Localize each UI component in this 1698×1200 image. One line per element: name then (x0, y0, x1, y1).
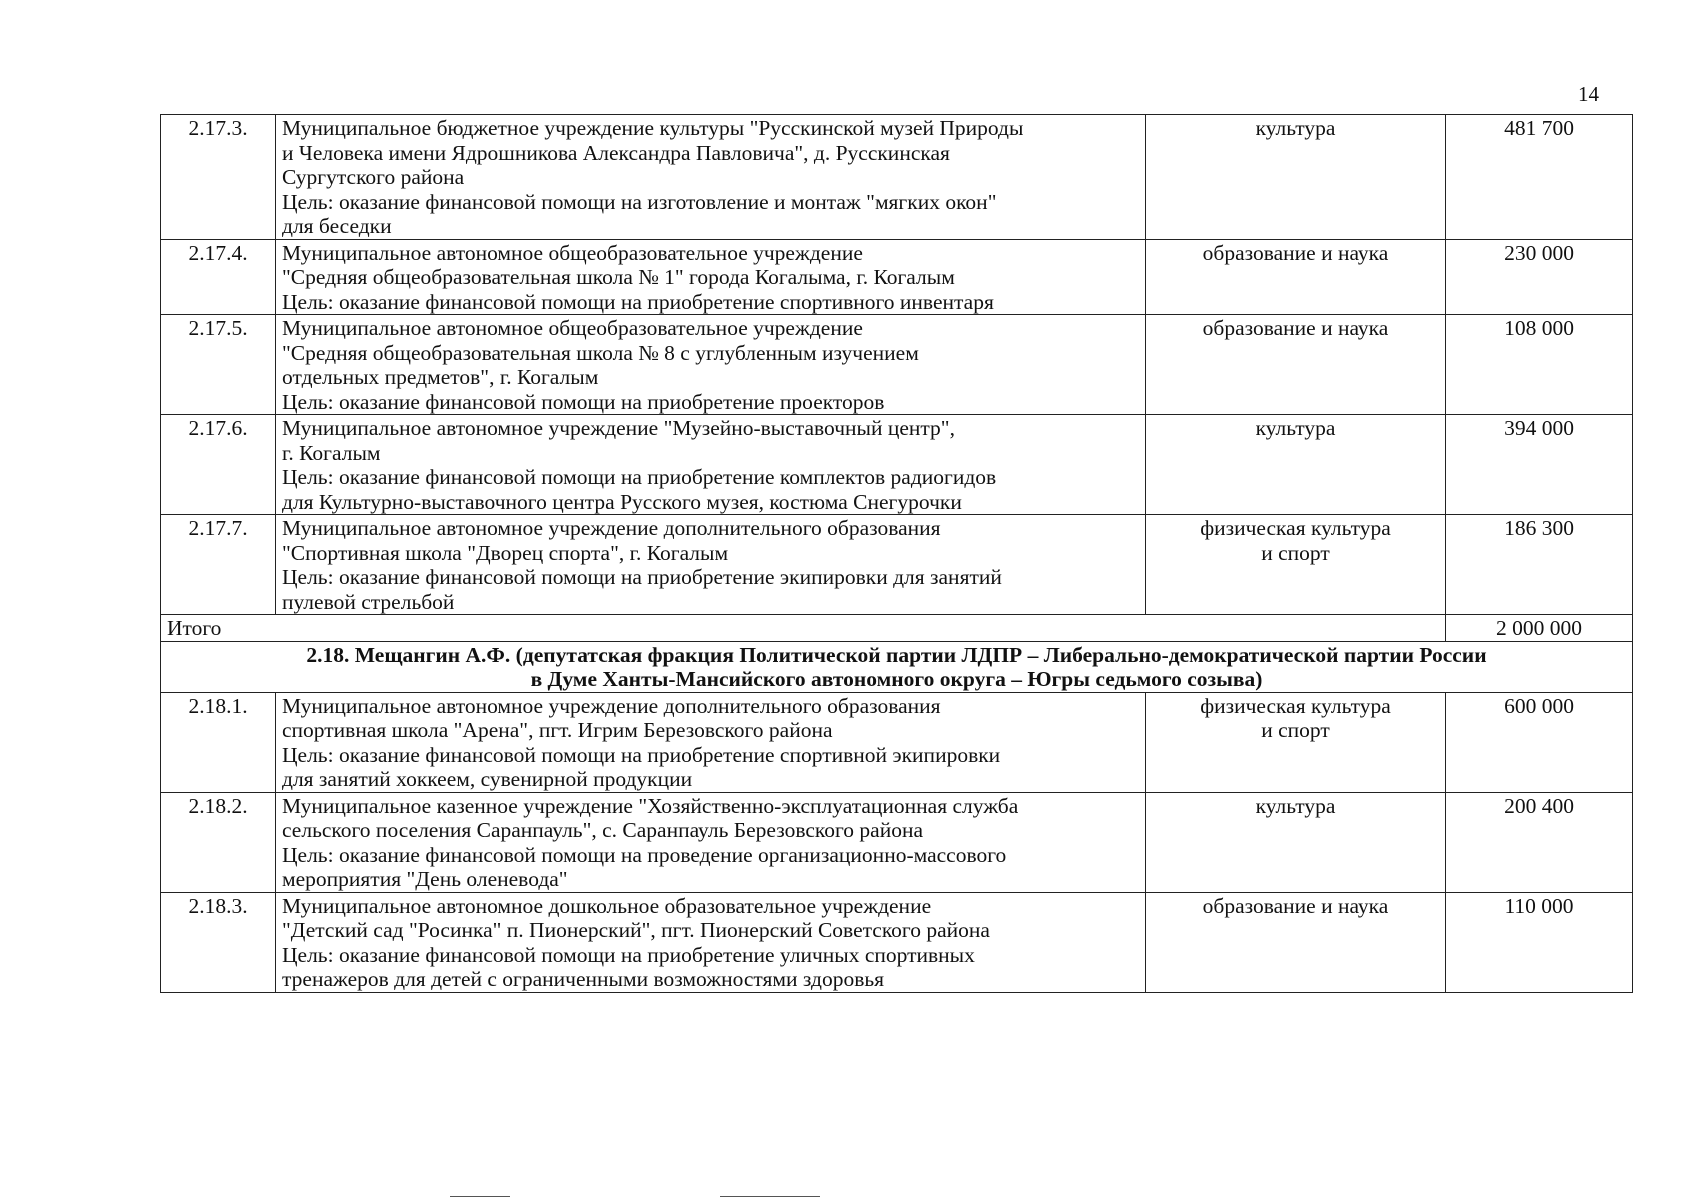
row-description (276, 315, 1146, 415)
table-row (161, 792, 1633, 892)
scan-artifact-line (720, 1196, 820, 1197)
description-line: Цель: оказание финансовой помощи на приобретение проекторов (282, 389, 885, 414)
row-description (276, 239, 1146, 315)
table-total-block (161, 615, 1633, 693)
description-line: Сургутского района (282, 165, 465, 189)
table-row (161, 692, 1633, 792)
row-amount: 481 700 (1446, 115, 1633, 240)
total-label: Итого (161, 615, 1446, 642)
description-line: для Культурно-выставочного центра Русского музея, костюма Снегурочки (282, 489, 962, 514)
table-row (161, 315, 1633, 415)
sphere-line: культура (1255, 793, 1336, 818)
total-row (161, 615, 1633, 642)
row-sphere (1146, 115, 1446, 240)
description-line: Муниципальное автономное учреждение дополнительного образования (282, 516, 941, 540)
row-description (276, 115, 1146, 240)
row-sphere (1146, 515, 1446, 615)
description-line: Цель: оказание финансовой помощи на приобретение комплектов радиогидов (282, 465, 997, 489)
row-description (276, 515, 1146, 615)
page-number: 14 (1578, 82, 1599, 106)
row-amount: 200 400 (1446, 792, 1633, 892)
sphere-line: культура (1255, 416, 1336, 440)
row-sphere (1146, 892, 1446, 992)
description-line: Муниципальное казенное учреждение "Хозяйственно-эксплуатационная служба (282, 793, 1019, 818)
row-sphere (1146, 239, 1446, 315)
sphere-line: физическая культура (1200, 516, 1391, 540)
row-number: 2.17.6. (161, 415, 276, 515)
description-line: "Средняя общеобразовательная школа № 1" города Когалыма, г. Когалым (282, 265, 955, 289)
description-line: спортивная школа "Арена", пгт. Игрим Березовского района (282, 718, 833, 742)
table-row (161, 115, 1633, 240)
row-description (276, 415, 1146, 515)
row-amount: 110 000 (1446, 892, 1633, 992)
table-row (161, 415, 1633, 515)
description-line: Цель: оказание финансовой помощи на приобретение экипировки для занятий (282, 565, 1002, 589)
description-line: для занятий хоккеем, сувенирной продукции (282, 767, 693, 791)
table-row (161, 515, 1633, 615)
description-line: Муниципальное автономное учреждение "Музейно-выставочный центр", (282, 416, 955, 440)
description-line: Муниципальное автономное дошкольное образовательное учреждение (282, 893, 932, 918)
row-amount: 394 000 (1446, 415, 1633, 515)
description-line: сельского поселения Саранпауль", с. Саранпауль Березовского района (282, 818, 924, 842)
row-description (276, 692, 1146, 792)
row-sphere (1146, 692, 1446, 792)
description-line: тренажеров для детей с ограниченными возможностями здоровья (282, 967, 885, 991)
row-sphere (1146, 792, 1446, 892)
section-header-line-1: 2.18. Мещангин А.Ф. (депутатская фракция Политической партии ЛДПР – Либерально-демократической партии России (306, 642, 1487, 667)
sphere-line: и спорт (1261, 540, 1330, 565)
row-description (276, 892, 1146, 992)
row-amount: 600 000 (1446, 692, 1633, 792)
description-line: "Средняя общеобразовательная школа № 8 с углубленным изучением (282, 340, 919, 365)
table-row (161, 892, 1633, 992)
sphere-line: и спорт (1261, 718, 1330, 742)
row-number: 2.18.1. (161, 692, 276, 792)
row-number: 2.17.3. (161, 115, 276, 240)
row-number: 2.17.7. (161, 515, 276, 615)
row-number: 2.17.5. (161, 315, 276, 415)
description-line: для беседки (282, 214, 392, 238)
row-description (276, 792, 1146, 892)
section-header (161, 641, 1633, 692)
section-header-line-2: в Думе Ханты-Мансийского автономного округа – Югры седьмого созыва) (530, 667, 1263, 691)
row-number: 2.17.4. (161, 239, 276, 315)
description-line: Цель: оказание финансовой помощи на изготовление и монтаж "мягких окон" (282, 189, 997, 214)
funding-table (160, 114, 1633, 993)
description-line: отдельных предметов", г. Когалым (282, 365, 599, 389)
description-line: Цель: оказание финансовой помощи на проведение организационно-массового (282, 842, 1007, 867)
row-sphere (1146, 315, 1446, 415)
row-amount: 108 000 (1446, 315, 1633, 415)
row-sphere (1146, 415, 1446, 515)
sphere-line: образование и наука (1202, 893, 1389, 918)
sphere-line: образование и наука (1202, 240, 1389, 265)
description-line: Цель: оказание финансовой помощи на приобретение спортивного инвентаря (282, 289, 994, 314)
description-line: Муниципальное автономное общеобразовательное учреждение (282, 316, 863, 340)
description-line: Муниципальное автономное учреждение дополнительного образования (282, 693, 941, 718)
description-line: г. Когалым (282, 440, 381, 465)
description-line: мероприятия "День оленевода" (282, 867, 568, 891)
table-section-2-17 (161, 115, 1633, 615)
description-line: и Человека имени Ядрошникова Александра Павловича", д. Русскинская (282, 140, 950, 165)
row-number: 2.18.3. (161, 892, 276, 992)
table-row (161, 239, 1633, 315)
scan-artifact-line (450, 1196, 510, 1197)
description-line: пулевой стрельбой (282, 589, 455, 614)
description-line: Цель: оказание финансовой помощи на приобретение уличных спортивных (282, 942, 975, 967)
description-line: "Детский сад "Росинка" п. Пионерский", пгт. Пионерский Советского района (282, 918, 990, 942)
row-amount: 230 000 (1446, 239, 1633, 315)
sphere-line: физическая культура (1200, 693, 1391, 718)
sphere-line: образование и наука (1202, 316, 1389, 340)
description-line: Муниципальное автономное общеобразовательное учреждение (282, 240, 863, 265)
description-line: "Спортивная школа "Дворец спорта", г. Когалым (282, 540, 729, 565)
total-amount: 2 000 000 (1446, 615, 1633, 642)
sphere-line: культура (1255, 116, 1336, 140)
row-number: 2.18.2. (161, 792, 276, 892)
description-line: Цель: оказание финансовой помощи на приобретение спортивной экипировки (282, 742, 1001, 767)
row-amount: 186 300 (1446, 515, 1633, 615)
description-line: Муниципальное бюджетное учреждение культуры "Русскинской музей Природы (282, 116, 1024, 140)
table-section-2-18 (161, 692, 1633, 992)
section-header-row (161, 641, 1633, 692)
